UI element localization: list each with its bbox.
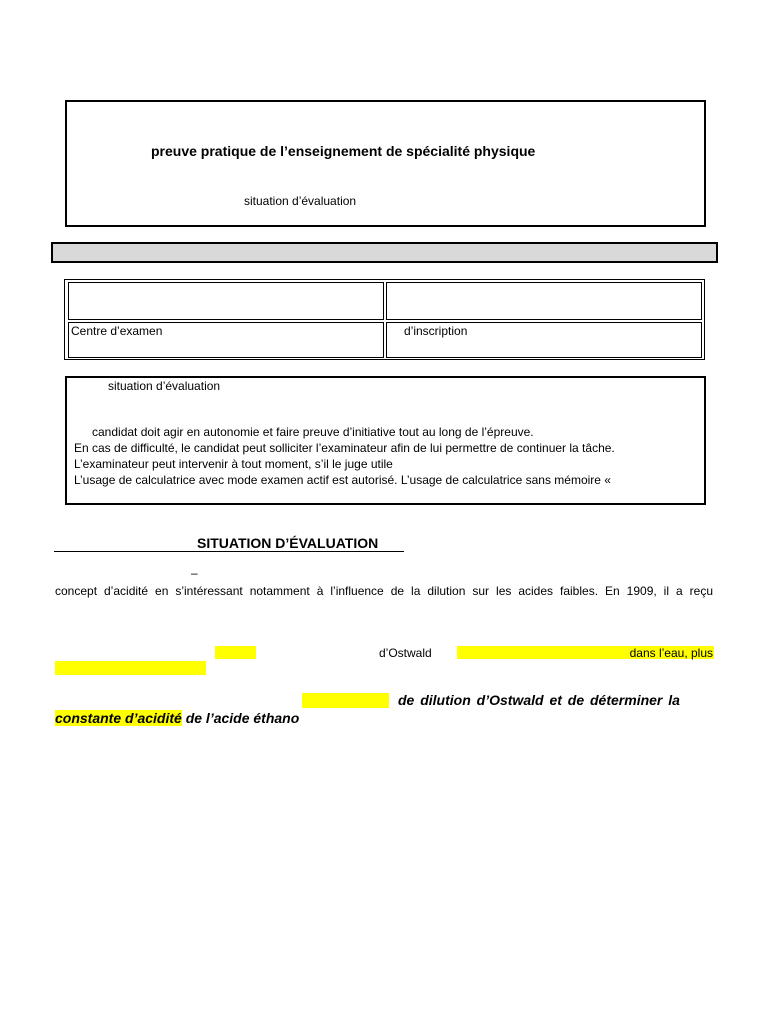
goal-line-1: de dilution d’Ostwald et de déterminer la [398, 692, 680, 708]
instruction-line-4: L’usage de calculatrice avec mode examen actif est autorisé. L’usage de calculatrice sans mémoire « [74, 473, 611, 487]
dans-eau-text: dans l’eau, plus [629, 646, 713, 660]
document-title: preuve pratique de l’enseignement de spécialité physique [151, 143, 536, 159]
info-cell-2 [386, 282, 702, 320]
instructions-heading: situation d’évaluation [108, 379, 221, 393]
info-cell-1 [68, 282, 384, 320]
section-title-rule [54, 551, 404, 552]
highlight-fragment-3 [55, 661, 206, 675]
instructions-box [65, 376, 706, 505]
info-table [64, 279, 705, 360]
inscription-label: d’inscription [404, 324, 468, 338]
highlight-fragment-1 [215, 646, 256, 659]
instruction-line-1: candidat doit agir en autonomie et faire preuve d’initiative tout au long de l’épreuve. [92, 425, 534, 439]
highlight-fragment-4 [302, 693, 389, 708]
ostwald-text: d’Ostwald [379, 646, 432, 660]
instruction-line-2: En cas de difficulté, le candidat peut solliciter l’examinateur afin de lui permettre de continuer la tâche. [74, 441, 615, 455]
constante-acidite-highlight: constante d’acidité [55, 710, 182, 726]
info-cell-exam-center [68, 322, 384, 358]
section-title: SITUATION D’ÉVALUATION [197, 535, 379, 551]
highlight-fragment-2 [457, 646, 714, 659]
info-cell-inscription [386, 322, 702, 358]
instruction-line-3: L’examinateur peut intervenir à tout moment, s’il le juge utile [74, 457, 393, 471]
goal-line-2 [55, 710, 299, 726]
exam-center-label: Centre d’examen [71, 324, 163, 338]
intro-paragraph: concept d’acidité en s’intéressant notamment à l’influence de la dilution sur les acides faibles. En 1909, il a reçu [55, 584, 713, 598]
document-subtitle: situation d’évaluation [244, 194, 357, 208]
dash-mark: – [191, 566, 198, 580]
header-box [65, 100, 706, 227]
gray-banner [51, 242, 718, 263]
goal-line-2-rest: de l’acide éthano [181, 710, 300, 726]
